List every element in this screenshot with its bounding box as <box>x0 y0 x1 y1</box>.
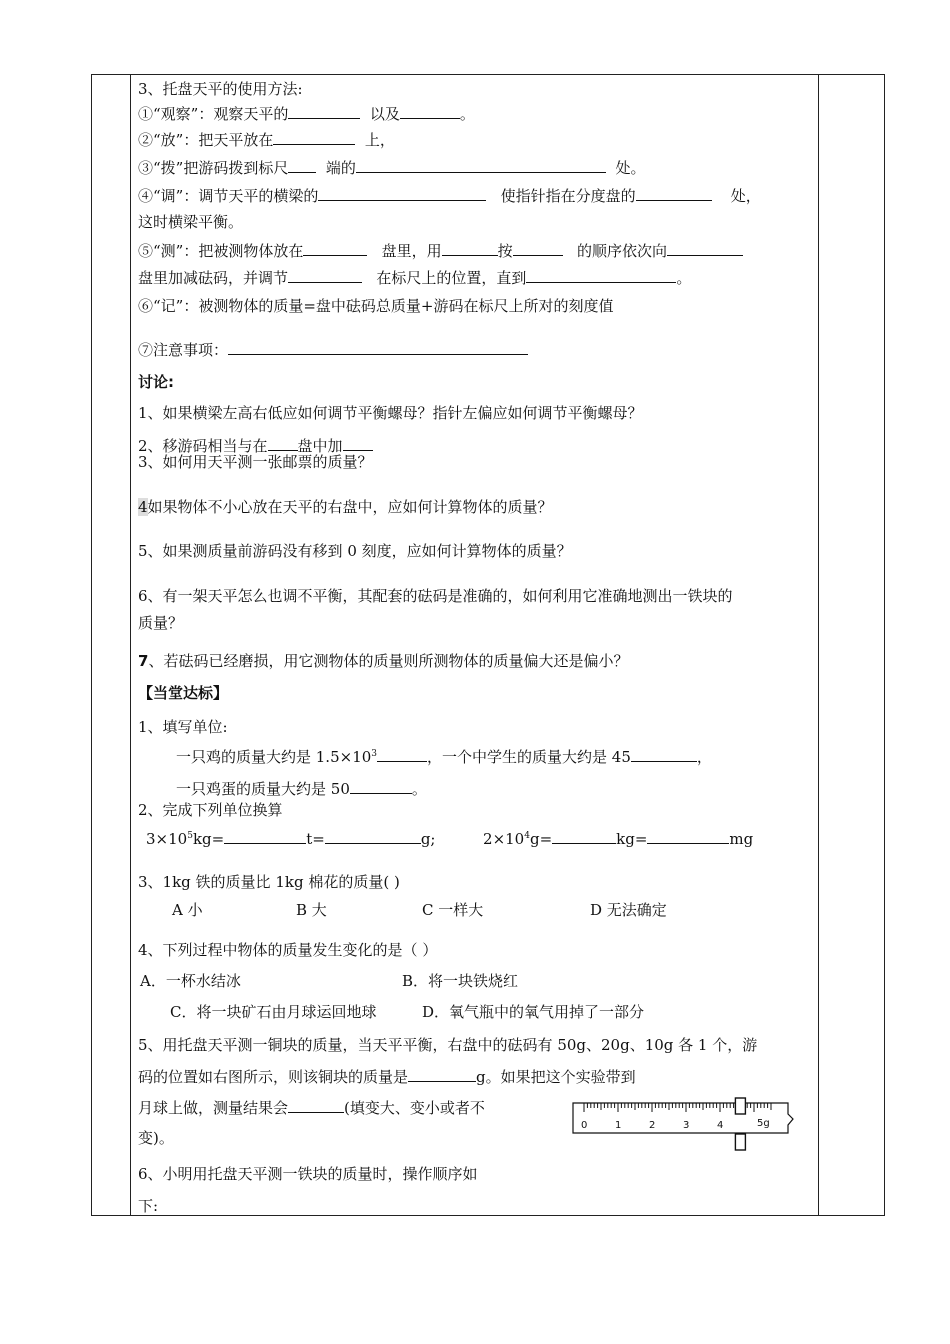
exercise-3-option-d[interactable]: D 无法确定 <box>590 901 667 919</box>
blank[interactable] <box>224 829 306 844</box>
ruler-tick-label: 0 <box>581 1120 588 1131</box>
exercise-2-title: 2、完成下列单位换算 <box>138 801 283 819</box>
blank[interactable] <box>647 829 729 844</box>
exercise-4-option-d[interactable]: D．氧气瓶中的氧气用掉了一部分 <box>422 1003 645 1021</box>
blank[interactable] <box>513 241 563 256</box>
ruler-tick-label: 2 <box>649 1120 656 1131</box>
blank[interactable] <box>288 104 360 119</box>
blank[interactable] <box>526 268 676 283</box>
exercise-4-option-c[interactable]: C．将一块矿石由月球运回地球 <box>170 1003 377 1021</box>
blank[interactable] <box>318 186 486 201</box>
exercise-6-line2: 下: <box>138 1197 159 1215</box>
ruler-tick-label: 4 <box>717 1120 724 1131</box>
usage-observe: ①“观察”：观察天平的 以及 。 <box>138 105 475 123</box>
table-divider-right <box>818 74 819 1216</box>
exercise-2-problems: $3\times 10^5kg= t= g$; $2\times 10^4g= kg=$ mg <box>146 830 754 848</box>
exercise-1-title: 1、填写单位: <box>138 718 228 736</box>
rider-part <box>735 1098 745 1114</box>
blank[interactable] <box>442 241 498 256</box>
blank[interactable] <box>667 241 743 256</box>
blank[interactable] <box>377 747 427 762</box>
blank[interactable] <box>303 241 367 256</box>
discussion-q5: 5、如果测质量前游码没有移到 0 刻度，应如何计算物体的质量？ <box>138 542 572 560</box>
blank[interactable] <box>228 340 528 355</box>
blank[interactable] <box>268 436 298 451</box>
blank[interactable] <box>343 436 373 451</box>
discussion-q4: 4如果物体不小心放在天平的右盘中，应如何计算物体的质量？ <box>138 498 553 516</box>
exercise-3-question: 3、1kg 铁的质量比 1kg 棉花的质量( ) <box>138 873 400 891</box>
usage-adjust: ④“调”：调节天平的横梁的 使指针指在分度盘的 处， <box>138 187 761 205</box>
blank[interactable] <box>636 186 712 201</box>
exercise-5-line2: 码的位置如右图所示，则该铜块的质量是 g。如果把这个实验带到 <box>138 1068 636 1086</box>
usage-measure-cont: 盘里加减砝码，并调节 在标尺上的位置，直到 。 <box>138 269 692 287</box>
blank[interactable] <box>273 130 355 145</box>
discussion-q3: 3、如何用天平测一张邮票的质量？ <box>138 453 373 471</box>
exercise-4-option-a[interactable]: A．一杯水结冰 <box>140 972 241 990</box>
discussion-q6-cont: 质量？ <box>138 614 184 632</box>
exercise-title: 【当堂达标】 <box>138 684 229 702</box>
ruler-tick-label: 3 <box>683 1120 690 1131</box>
ruler-tick-label: 1 <box>615 1120 622 1131</box>
exercise-1-line2: 一只鸡蛋的质量大约是 50 。 <box>176 780 427 798</box>
blank[interactable] <box>400 104 460 119</box>
blank[interactable] <box>325 829 421 844</box>
blank[interactable] <box>552 829 616 844</box>
discussion-q2: 2、移游码相当与在 盘中加 <box>138 436 373 456</box>
usage-record: ⑥“记”：被测物体的质量=盘中砝码总质量+游码在标尺上所对的刻度值 <box>138 297 614 315</box>
exercise-5-line4: 变)。 <box>138 1129 174 1147</box>
exercise-6-line1: 6、小明用托盘天平测一铁块的质量时，操作顺序如 <box>138 1165 478 1183</box>
discussion-q1: 1、如果横梁左高右低应如何调节平衡螺母？指针左偏应如何调节平衡螺母？ <box>138 404 643 422</box>
usage-move: ③“拨”把游码拨到标尺 端的 处。 <box>138 159 646 177</box>
exercise-5-line3: 月球上做，测量结果会 (填变大、变小或者不 <box>138 1099 485 1117</box>
discussion-title: 讨论: <box>138 373 174 391</box>
rider-part <box>735 1134 745 1150</box>
blank[interactable] <box>288 268 362 283</box>
blank[interactable] <box>288 158 316 173</box>
blank[interactable] <box>408 1067 476 1082</box>
exercise-4-option-b[interactable]: B．将一块铁烧红 <box>402 972 519 990</box>
exercise-3-option-c[interactable]: C 一样大 <box>422 901 484 919</box>
usage-notes: ⑦注意事项： <box>138 340 528 360</box>
exercise-3-option-a[interactable]: A 小 <box>172 901 203 919</box>
blank[interactable] <box>288 1098 344 1113</box>
ruler-unit-label: 5g <box>757 1118 770 1129</box>
blank[interactable] <box>631 747 697 762</box>
discussion-q6: 6、有一架天平怎么也调不平衡，其配套的砝码是准确的，如何利用它准确地测出一铁块的 <box>138 587 733 605</box>
usage-measure: ⑤“测”：把被测物体放在 盘里，用 按 的顺序依次向 <box>138 241 743 261</box>
balance-beam-scale-diagram <box>572 1096 794 1154</box>
discussion-q7: 7、若砝码已经磨损，用它测物体的质量则所测物体的质量偏大还是偏小？ <box>138 652 629 670</box>
exercise-1-line1: 一只鸡的质量大约是 $1.5\times 10^3$ ，一个中学生的质量大约是 45 ， <box>176 748 712 766</box>
exercise-4-question: 4、下列过程中物体的质量发生变化的是（ ） <box>138 941 438 959</box>
blank[interactable] <box>356 158 606 173</box>
usage-title: 3、托盘天平的使用方法: <box>138 80 303 98</box>
exercise-3-option-b[interactable]: B 大 <box>296 901 327 919</box>
table-divider-left <box>130 74 131 1216</box>
exercise-5-line1: 5、用托盘天平测一铜块的质量，当天平平衡，右盘中的砝码有 50g、20g、10g 各 1 个，游 <box>138 1036 758 1054</box>
usage-place: ②“放”：把天平放在 上， <box>138 131 395 149</box>
blank[interactable] <box>350 779 412 794</box>
usage-adjust-cont: 这时横梁平衡。 <box>138 213 244 231</box>
